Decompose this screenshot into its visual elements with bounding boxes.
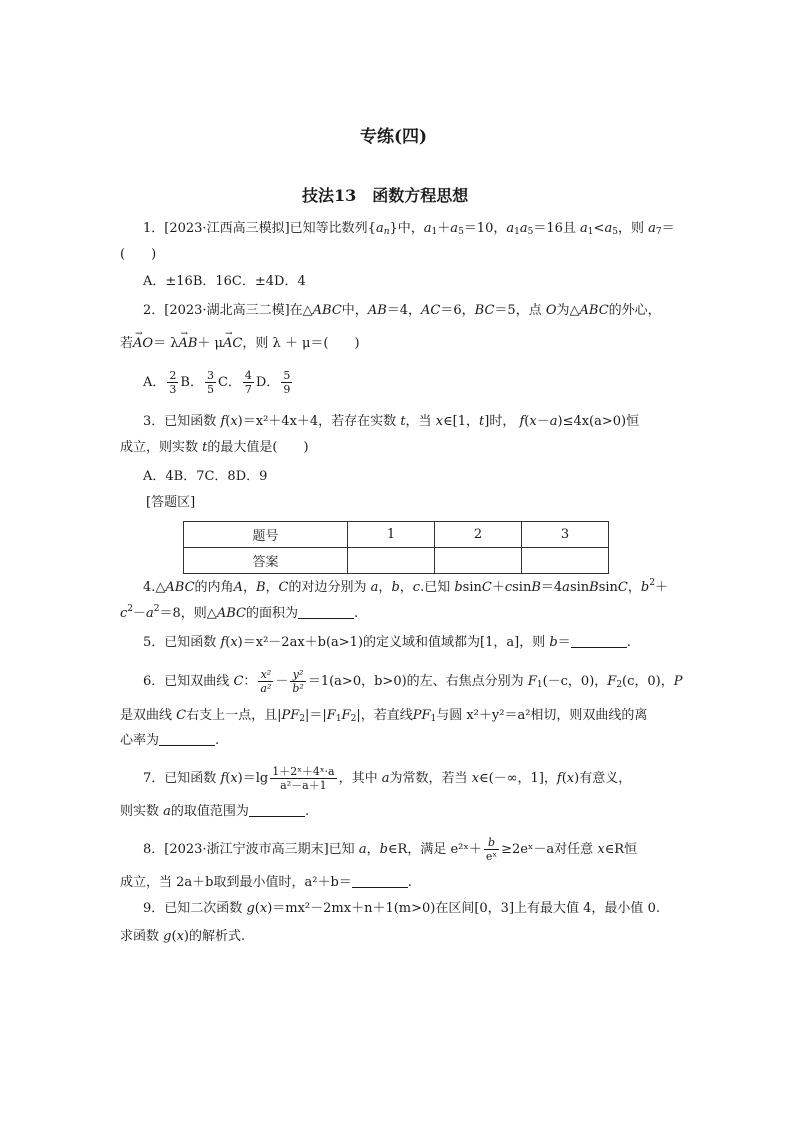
answer-blank[interactable] [571,635,627,648]
answer-blank[interactable] [159,733,215,746]
answer-blank[interactable] [352,875,408,888]
question-2-source: [2023·湖北高三二模] [164,303,290,318]
answer-area-label: [答题区] [146,495,196,510]
fraction: $\frac{\text{x²}}{\text{a²}}$ [260,668,272,695]
option-b-fraction: $\frac{3}{5}$ [206,369,214,396]
question-8-line-2: 成立，当 2a＋b取到最小值时，a²＋b＝ . [120,875,412,890]
question-7-line-2: 则实数 a的取值范围为 . [120,804,310,819]
question-2-line-1: 2．[2023·湖北高三二模]在△ABC中，AB＝4，AC＝6，BC＝5，点 O为△ABC的外心， [143,303,661,318]
table-cell: 1 [348,522,435,548]
answer-cell-2[interactable] [435,548,522,574]
page-title: 专练(四) [360,127,428,147]
question-9-line-1: 9．已知二次函数 g(x)＝mx²－2mx＋n＋1(m>0)在区间[0，3]上有最大值 4，最小值 0. [143,901,660,916]
question-3-line-1: 3．已知函数 f(x)＝x²＋4x＋4，若存在实数 t，当 x∈[1，t]时， f(x－a)≤4x(a>0)恒 [143,414,640,429]
question-6-line-1: 6．已知双曲线 C： $\frac{\text{x²}}{\text{a²}}$ － $\frac{\text{y²}}{\text{b²}}$ ＝1(a>0，b>0)的左、右焦点分别为 $F_1(-c$，0)，$F_2(c$，0)，P [143,668,683,695]
question-7-line-1: 7．已知函数 f(x)＝lg $\frac{\text{1＋2ˣ＋4ˣ·a}}{\text{a²－a＋1}}$ ，其中 a为常数，若当 x∈(－∞，1]，f(x)有意义， [143,765,632,792]
question-1-line-1: 1．[2023·江西高三模拟]已知等比数列$\{a_n\}$中，$a_1+a_5=10$，$a_1a_5=16$且 $a_1<a_5$，则 $a_7=$ [143,221,675,237]
table-cell: 题号 [184,522,348,548]
question-1-paren: ( ) [120,247,157,262]
table-cell: 答案 [184,548,348,574]
section-title: 技法13 函数方程思想 [302,186,469,205]
question-1-source: [2023·江西高三模拟] [164,221,290,236]
question-8-source: [2023·浙江宁波市高三期末] [164,842,329,857]
option-c-fraction: $\frac{4}{7}$ [244,369,252,396]
answer-cell-3[interactable] [522,548,609,574]
fraction: $\frac{\text{y²}}{\text{b²}}$ [292,668,304,695]
question-6-line-3: 心率为 . [120,733,220,748]
option-d-fraction: $\frac{5}{9}$ [283,369,291,396]
question-4-line-2: $c^2-a^2=8$，则△ABC的面积为 . [120,604,359,621]
question-5: 5．已知函数 f(x)＝x²－2ax＋b(a>1)的定义域和值域都为[1，a]，则 b＝ . [143,635,631,650]
answer-table-answer-row [184,548,609,574]
fraction: $\frac{\text{1＋2ˣ＋4ˣ·a}}{\text{a²－a＋1}}$ [272,765,335,792]
answer-cell-1[interactable] [348,548,435,574]
question-9-line-2: 求函数 g(x)的解析式. [120,929,246,944]
answer-table [183,521,609,574]
question-2-options: A． $\frac{2}{3}$ B． $\frac{3}{5}$ C． $\frac{4}{7}$ D． $\frac{5}{9}$ [143,369,291,396]
question-2-line-2: 若→ AO＝ λ→ AB＋ μ→ AC，则 λ ＋ μ＝( ) [120,335,360,353]
question-3-options: A．4B．7C．8D．9 [143,469,268,484]
table-cell: 3 [522,522,609,548]
answer-table-header-row [184,522,609,548]
question-6-line-2: 是双曲线 C右支上一点，且$|PF_2|=|F_1F_2|$，若直线$PF_1$与圆 x²＋y²＝a²相切，则双曲线的离 [120,708,648,724]
option-a-fraction: $\frac{2}{3}$ [169,369,177,396]
question-4-line-1: 4.△ABC的内角A，B，C的对边分别为 a，b，c.已知 bsinC＋csinB＝4asinBsinC，$b^2+$ [143,578,668,595]
answer-blank[interactable] [249,804,305,817]
question-1-options: A．±16B．16C．±4D．4 [143,274,306,289]
question-3-line-2: 成立，则实数 t的最大值是( ) [120,440,309,455]
fraction: $\frac{b}{\text{eˣ}}$ [485,836,498,863]
answer-blank[interactable] [298,606,354,619]
question-8-line-1: 8．[2023·浙江宁波市高三期末]已知 a，b∈R，满足 e²ˣ＋ $\frac{b}{\text{eˣ}}$ ≥2eˣ－a对任意 x∈R恒 [143,836,638,863]
table-cell: 2 [435,522,522,548]
